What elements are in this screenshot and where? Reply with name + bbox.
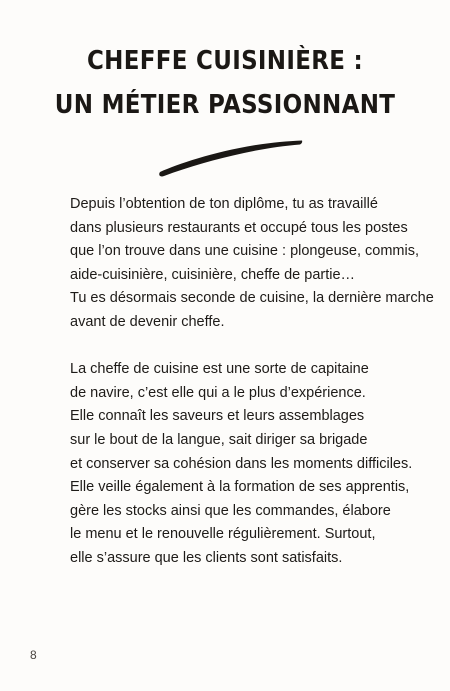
body-text <box>70 193 434 571</box>
title-line-1: CHEFFE CUISINIÈRE : <box>86 46 364 76</box>
text-line: de navire, c’est elle qui a le plus d’expérience. <box>70 384 366 401</box>
page-title <box>0 40 450 127</box>
text-line: Elle connaît les saveurs et leurs assemblages <box>70 408 365 425</box>
brush-stroke-icon <box>158 138 304 178</box>
text-line: le menu et le renouvelle régulièrement. Surtout, <box>70 526 376 543</box>
text-line: Depuis l’obtention de ton diplôme, tu as travaillé <box>70 196 378 212</box>
page-number: 8 <box>30 648 37 662</box>
text-line: Tu es désormais seconde de cuisine, la dernière marche <box>70 290 434 307</box>
title-line-2: UN MÉTIER PASSIONNANT <box>54 90 396 120</box>
text-line: que l’on trouve dans une cuisine : plongeuse, commis, <box>70 243 420 260</box>
text-line: Elle veille également à la formation de ses apprentis, <box>70 479 410 496</box>
text-line: aide-cuisinière, cuisinière, cheffe de partie… <box>70 266 356 283</box>
text-line: La cheffe de cuisine est une sorte de capitaine <box>70 361 369 378</box>
paragraph <box>70 193 434 335</box>
text-line: elle s’assure que les clients sont satisfaits. <box>70 549 343 566</box>
text-line: avant de devenir cheffe. <box>70 313 225 330</box>
text-line: sur le bout de la langue, sait diriger sa brigade <box>70 431 368 448</box>
text-line: et conserver sa cohésion dans les moments difficiles. <box>70 455 413 472</box>
paragraph <box>70 358 413 570</box>
text-line: gère les stocks ainsi que les commandes, élabore <box>70 502 391 519</box>
text-line: dans plusieurs restaurants et occupé tous les postes <box>70 219 408 236</box>
